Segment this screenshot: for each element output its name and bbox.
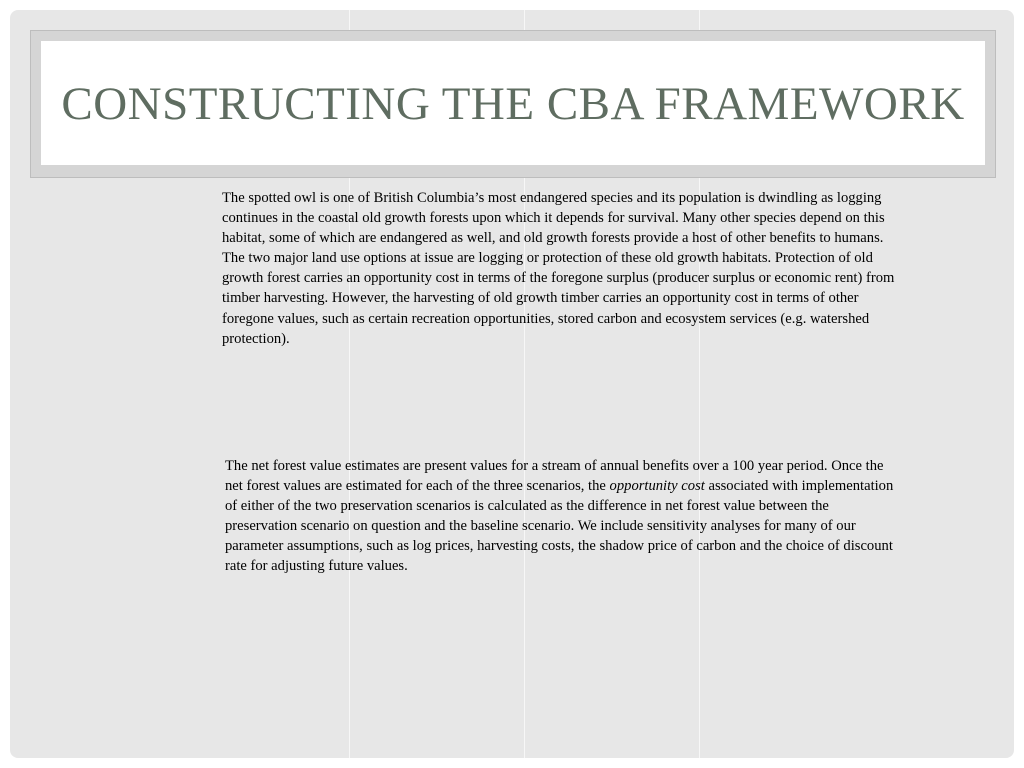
paragraph-2-text-start: The net forest value estimates are present values for a stream of annual benefits over a 100 year period. Once the net forest values are estimated for each of the three scenarios, the	[225, 458, 884, 495]
body-paragraph-1: The spotted owl is one of British Columbia’s most endangered species and its population is dwindling as logging continues in the coastal old growth forests upon which it depends for survival. Many other species depend on this habitat, some of which are endangered as well, and old growth forests provide a host of other benefits to humans. The two major land use options at issue are logging or protection of these old growth habitats. Protection of old growth forest carries an opportunity cost in terms of the foregone surplus (producer surplus or economic rent) from timber harvesting. However, the harvesting of old growth timber carries an opportunity cost in terms of other foregone values, such as certain recreation opportunities, stored carbon and ecosystem services (e.g. watershed protection).	[222, 190, 895, 347]
paragraph-2-emphasis: opportunity cost	[609, 478, 705, 495]
title-frame	[30, 30, 996, 178]
title-box	[41, 41, 985, 165]
paragraph-2-text-end: associated with implementation of either of the two preservation scenarios is calculated as the difference in net forest value between the preservation scenario on question and the baseline scenario. We include sensitivity analyses for many of our parameter assumptions, such as log prices, harvesting costs, the shadow price of carbon and the choice of discount rate for adjusting future values.	[225, 478, 894, 575]
body-paragraph-2	[225, 456, 897, 577]
slide-title: CONSTRUCTING THE CBA FRAMEWORK	[61, 78, 965, 130]
slide	[10, 10, 1014, 758]
